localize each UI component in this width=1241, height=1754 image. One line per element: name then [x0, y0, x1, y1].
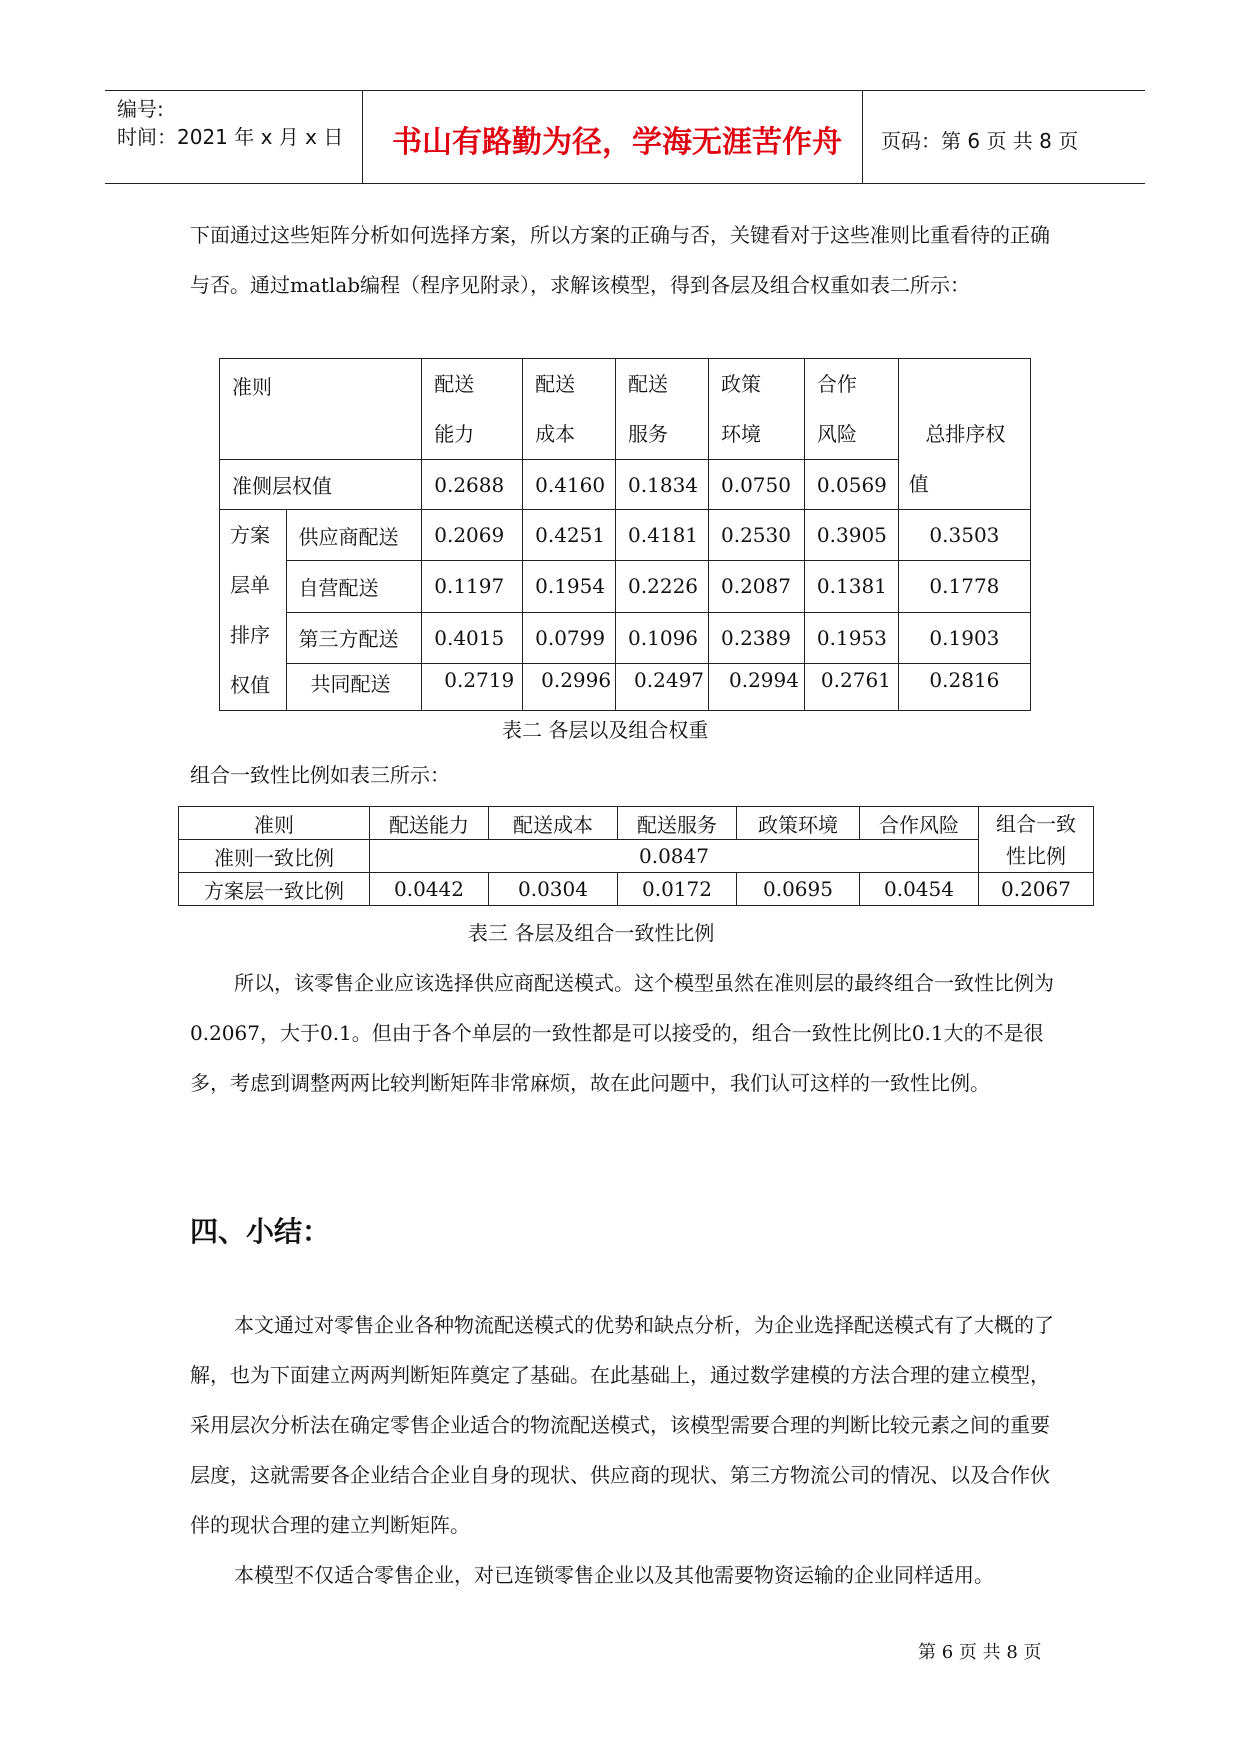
weight-value: 0.1096 — [616, 612, 709, 663]
scheme-consistency-value: 0.0442 — [370, 873, 489, 906]
column-header-line: 配送 — [434, 372, 475, 396]
scheme-consistency-value: 0.0304 — [489, 873, 618, 906]
criteria-consistency-value: 0.0847 — [370, 840, 979, 873]
table3-header-cell: 配送服务 — [618, 807, 737, 840]
summary-paragraph: 本模型不仅适合零售企业，对已连锁零售企业以及其他需要物资运输的企业同样适用。 — [234, 1563, 994, 1587]
header-divider — [362, 91, 363, 183]
intro-paragraph: 下面通过这些矩阵分析如何选择方案，所以方案的正确与否，关键看对于这些准则比重看待的正确与否。通过matlab编程（程序见附录），求解该模型，得到各层及组合权重如表二所示： — [190, 223, 1050, 297]
total-weight-value: 0.2816 — [898, 663, 1030, 710]
weight-value: 0.1381 — [804, 561, 898, 612]
header-motto: 书山有路勤为径，学海无涯苦作舟 — [392, 125, 842, 160]
weight-value: 0.3905 — [804, 510, 898, 561]
scheme-name: 第三方配送 — [286, 612, 422, 663]
weight-value: 0.2530 — [708, 510, 804, 561]
column-header-line: 成本 — [535, 422, 576, 446]
document-number-label: 编号: — [117, 97, 164, 121]
total-weight-label: 值 — [908, 472, 929, 496]
combined-ratio-header — [979, 807, 1094, 873]
table3-caption: 表三 各层及组合一致性比例 — [468, 921, 715, 945]
weight-value: 0.2389 — [708, 612, 804, 663]
criteria-consistency-label: 准则一致比例 — [179, 840, 370, 873]
criteria-label: 准则 — [232, 375, 272, 399]
combined-ratio-value: 0.2067 — [979, 873, 1094, 906]
weight-value: 0.2497 — [616, 663, 709, 710]
total-weight-label: 总排序权 — [925, 422, 1006, 446]
scheme-label-line: 权值 — [230, 673, 270, 697]
weight-value: 0.4015 — [422, 612, 523, 663]
table2-caption: 表二 各层以及组合权重 — [502, 718, 709, 742]
column-header-line: 能力 — [434, 422, 475, 446]
criteria-header-cell — [220, 359, 422, 460]
column-header-line: 风险 — [816, 422, 857, 446]
table3-header-cell: 准则 — [179, 807, 370, 840]
weight-value: 0.4181 — [616, 510, 709, 561]
scheme-label-line: 排序 — [230, 623, 270, 647]
weight-value: 0.2996 — [523, 663, 616, 710]
table3-header-cell: 配送成本 — [489, 807, 618, 840]
weight-value: 0.4251 — [523, 510, 616, 561]
table3-intro: 组合一致性比例如表三所示： — [190, 763, 450, 787]
criteria-weight-value: 0.4160 — [523, 460, 616, 510]
weight-value: 0.2994 — [708, 663, 804, 710]
page-header — [105, 90, 1145, 184]
total-weight-value: 0.1778 — [898, 561, 1030, 612]
header-divider — [862, 91, 863, 183]
total-weight-value: 0.1903 — [898, 612, 1030, 663]
scheme-layer-label — [220, 510, 287, 711]
table3-header-cell: 政策环境 — [737, 807, 860, 840]
criteria-column-header — [523, 359, 616, 460]
combined-ratio-label: 性比例 — [1006, 843, 1066, 868]
criteria-weight-label: 准侧层权值 — [220, 460, 422, 510]
combined-ratio-label: 组合一致 — [996, 811, 1076, 836]
weight-value: 0.0799 — [523, 612, 616, 663]
criteria-column-header — [616, 359, 709, 460]
conclusion-paragraph: 所以，该零售企业应该选择供应商配送模式。这个模型虽然在准则层的最终组合一致性比例为0.2067，大于0.1。但由于各个单层的一致性都是可以接受的，组合一致性比例比0.1大的不是很多，考虑到调整两两比较判断矩阵非常麻烦，故在此问题中，我们认可这样的一致性比例。 — [190, 971, 1054, 1095]
weight-value: 0.1197 — [422, 561, 523, 612]
page-footer: 第 6 页 共 8 页 — [918, 1642, 1042, 1663]
scheme-consistency-value: 0.0695 — [737, 873, 860, 906]
weight-value: 0.2226 — [616, 561, 709, 612]
weight-value: 0.2719 — [422, 663, 523, 710]
scheme-consistency-label: 方案层一致比例 — [179, 873, 370, 906]
scheme-label-line: 方案 — [230, 523, 270, 547]
total-weight-header — [898, 359, 1030, 510]
column-header-line: 政策 — [720, 372, 761, 396]
scheme-name: 共同配送 — [286, 663, 422, 710]
table3-header-cell: 合作风险 — [860, 807, 979, 840]
weight-value: 0.1953 — [804, 612, 898, 663]
weights-table — [219, 358, 1031, 711]
weight-value: 0.2069 — [422, 510, 523, 561]
criteria-weight-value: 0.1834 — [616, 460, 709, 510]
summary-paragraph: 本文通过对零售企业各种物流配送模式的优势和缺点分析，为企业选择配送模式有了大概的了解，也为下面建立两两判断矩阵奠定了基础。在此基础上，通过数学建模的方法合理的建立模型，采用层次分析法在确定零售企业适合的物流配送模式，该模型需要合理的判断比较元素之间的重要层度，这就需要各企业结合企业自身的现状、供应商的现状、第三方物流公司的情况、以及合作伙伴的现状合理的建立判断矩阵。 — [190, 1313, 1054, 1537]
scheme-consistency-value: 0.0172 — [618, 873, 737, 906]
weight-value: 0.2761 — [804, 663, 898, 710]
section-title: 四、小结： — [190, 1215, 331, 1248]
column-header-line: 配送 — [535, 372, 576, 396]
weight-value: 0.1954 — [523, 561, 616, 612]
header-page-number: 页码：第 6 页 共 8 页 — [881, 129, 1079, 153]
criteria-column-header — [422, 359, 523, 460]
document-time-label: 时间：2021 年 x 月 x 日 — [117, 125, 344, 149]
column-header-line: 服务 — [628, 422, 669, 446]
total-weight-value: 0.3503 — [898, 510, 1030, 561]
column-header-line: 配送 — [628, 372, 669, 396]
column-header-line: 环境 — [720, 422, 761, 446]
scheme-consistency-value: 0.0454 — [860, 873, 979, 906]
scheme-name: 供应商配送 — [286, 510, 422, 561]
criteria-weight-value: 0.0569 — [804, 460, 898, 510]
criteria-column-header — [804, 359, 898, 460]
criteria-weight-value: 0.2688 — [422, 460, 523, 510]
header-meta — [117, 95, 343, 151]
criteria-column-header — [708, 359, 804, 460]
table3-header-cell: 配送能力 — [370, 807, 489, 840]
scheme-name: 自营配送 — [286, 561, 422, 612]
scheme-label-line: 层单 — [230, 573, 270, 597]
consistency-table — [178, 806, 1094, 906]
criteria-weight-value: 0.0750 — [708, 460, 804, 510]
weight-value: 0.2087 — [708, 561, 804, 612]
column-header-line: 合作 — [816, 372, 857, 396]
